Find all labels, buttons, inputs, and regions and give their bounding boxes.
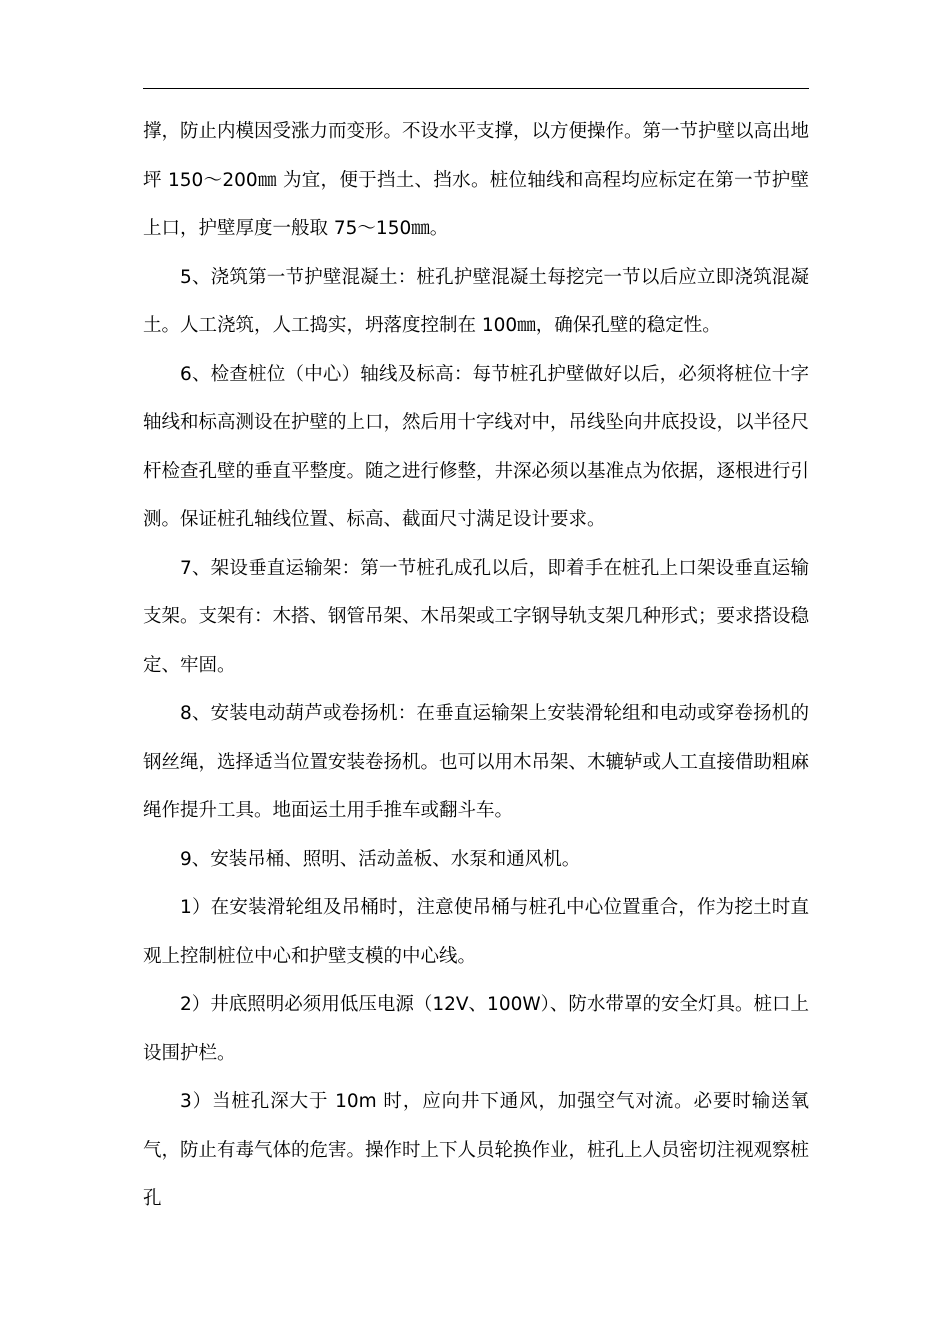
paragraph-substep-1: 1）在安装滑轮组及吊桶时，注意使吊桶与桩孔中心位置重合，作为挖土时直观上控制桩位中心和护壁支模的中心线。 xyxy=(143,897,809,967)
header-rule xyxy=(143,88,809,89)
paragraph-substep-2: 2）井底照明必须用低压电源（12V、100W）、防水带罩的安全灯具。桩口上设围护栏。 xyxy=(143,994,809,1064)
paragraph-continuation: 撑，防止内模因受涨力而变形。不设水平支撑，以方便操作。第一节护壁以高出地坪 150～200㎜ 为宜，便于挡土、挡水。桩位轴线和高程均应标定在第一节护壁上口，护壁厚度一般取 75～150㎜。 xyxy=(143,121,810,239)
paragraph-step-8: 8、安装电动葫芦或卷扬机：在垂直运输架上安装滑轮组和电动或穿卷扬机的钢丝绳，选择适当位置安装卷扬机。也可以用木吊架、木辘轳或人工直接借助粗麻绳作提升工具。地面运土用手推车或翻斗车。 xyxy=(143,703,810,821)
body-text xyxy=(143,108,809,1224)
paragraph-step-5: 5、浇筑第一节护壁混凝土：桩孔护壁混凝土每挖完一节以后应立即浇筑混凝土。人工浇筑，人工捣实，坍落度控制在 100㎜，确保孔壁的稳定性。 xyxy=(143,266,809,336)
paragraph-substep-3: 3）当桩孔深大于 10m 时，应向井下通风，加强空气对流。必要时输送氧气，防止有毒气体的危害。操作时上下人员轮换作业，桩孔上人员密切注视观察桩孔 xyxy=(143,1091,810,1209)
paragraph-step-9: 9、安装吊桶、照明、活动盖板、水泵和通风机。 xyxy=(180,848,581,870)
paragraph-step-6: 6、检查桩位（中心）轴线及标高：每节桩孔护壁做好以后，必须将桩位十字轴线和标高测设在护壁的上口，然后用十字线对中，吊线坠向井底投设，以半径尺杆检查孔壁的垂直平整度。随之进行修整，井深必须以基准点为依据，逐根进行引测。保证桩孔轴线位置、标高、截面尺寸满足设计要求。 xyxy=(143,363,810,530)
paragraph-step-7: 7、架设垂直运输架：第一节桩孔成孔以后，即着手在桩孔上口架设垂直运输支架。支架有：木搭、钢管吊架、木吊架或工字钢导轨支架几种形式；要求搭设稳定、牢固。 xyxy=(143,557,810,676)
